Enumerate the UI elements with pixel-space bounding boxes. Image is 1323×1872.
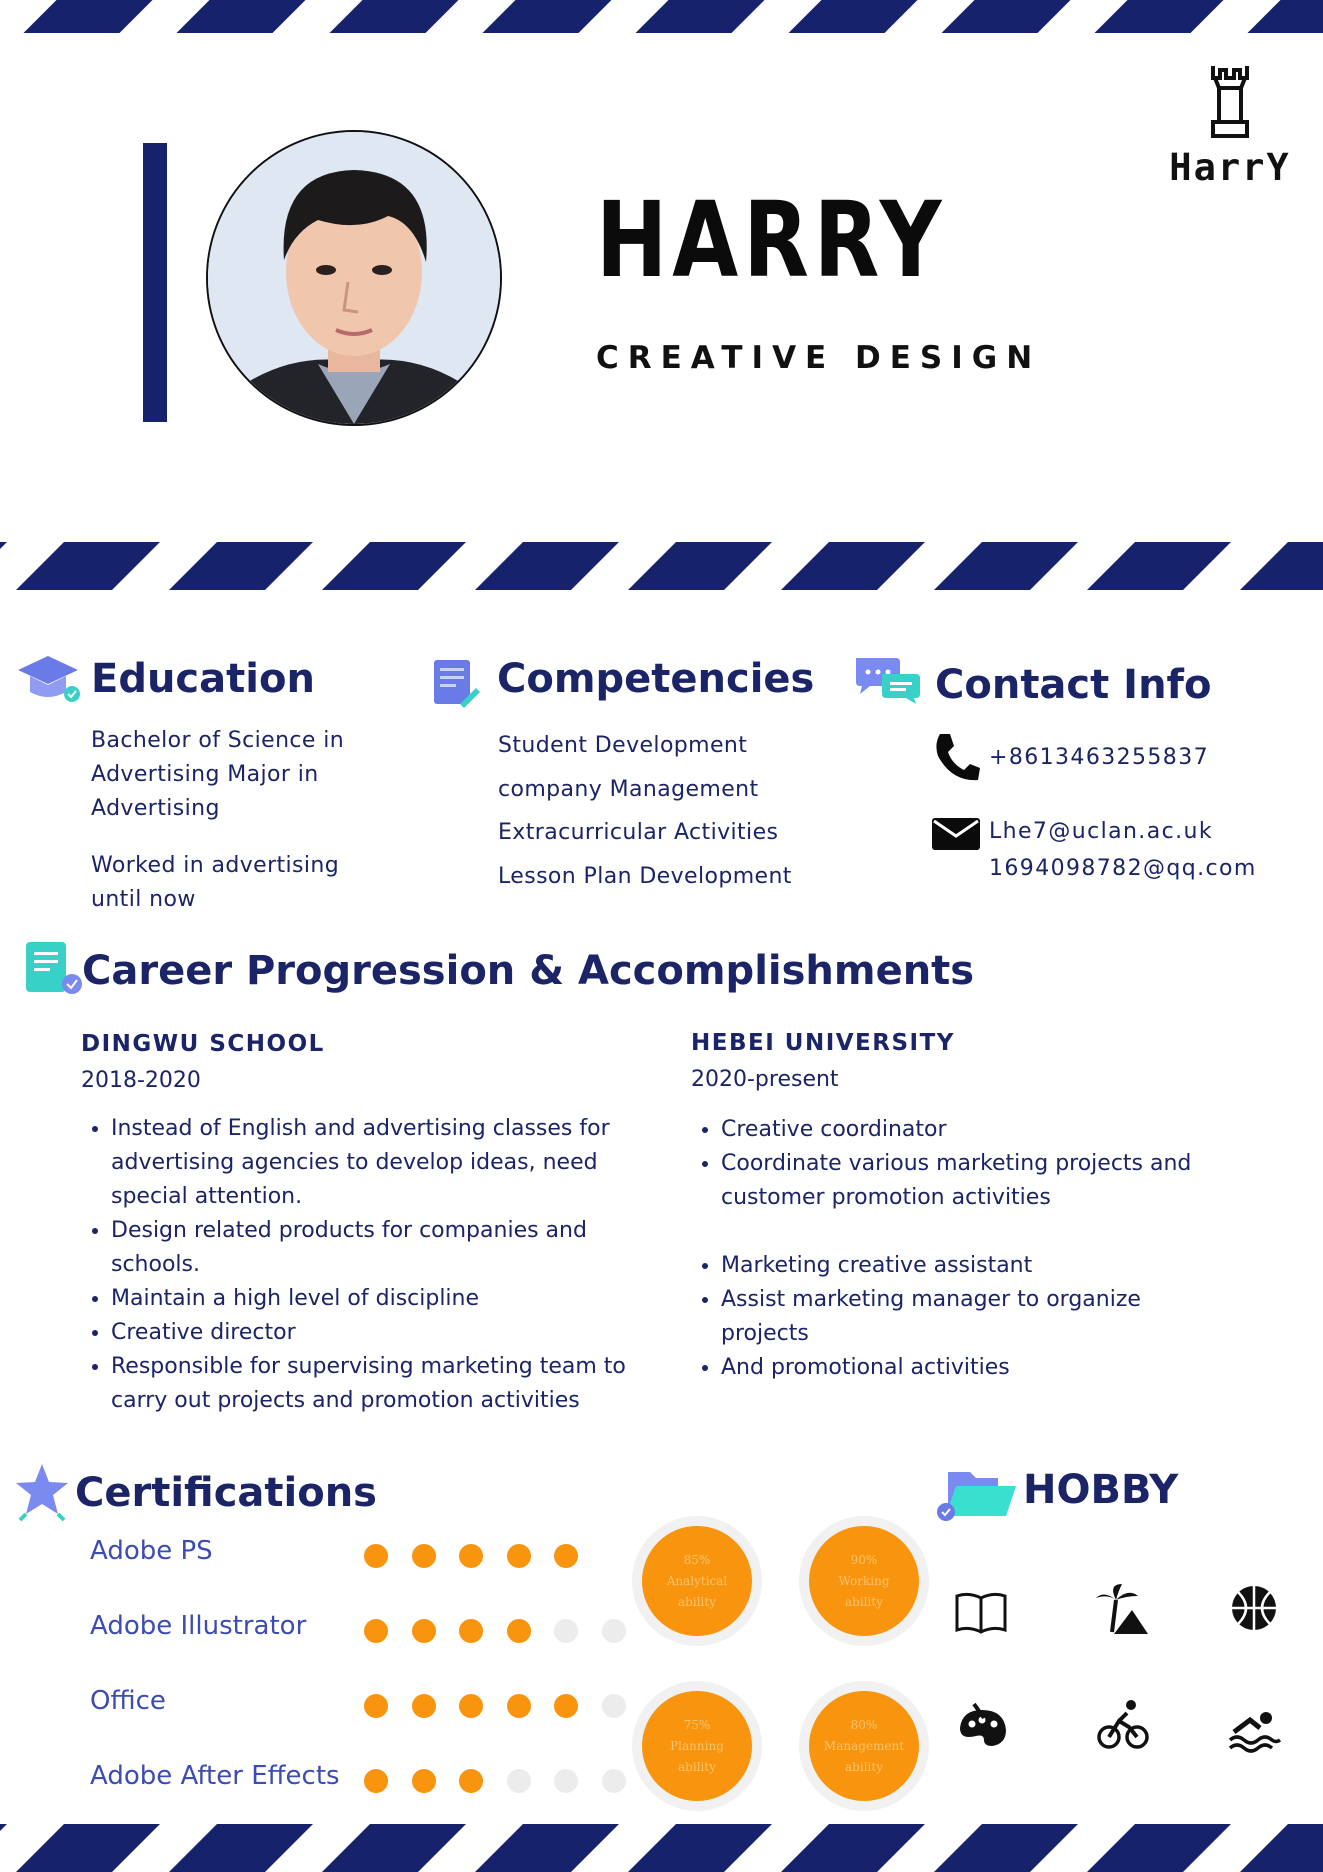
job-title-hebei: HEBEI UNIVERSITY bbox=[691, 1030, 955, 1056]
ability-circle-management: 80% Management ability bbox=[799, 1681, 929, 1811]
stripe bbox=[475, 542, 619, 590]
list-item: • Maintain a high level of discipline bbox=[111, 1282, 651, 1316]
rating-dot-filled bbox=[554, 1544, 578, 1568]
stripe bbox=[789, 0, 918, 33]
list-item: • Creative coordinator bbox=[721, 1113, 1281, 1147]
stripe bbox=[628, 542, 772, 590]
education-title: Education bbox=[91, 656, 315, 702]
stripe bbox=[1087, 1824, 1231, 1872]
stripe bbox=[781, 1824, 925, 1872]
brand-logo bbox=[1160, 62, 1300, 189]
rating-dot-empty bbox=[602, 1694, 626, 1718]
stripe bbox=[636, 0, 765, 33]
ability-circle-analytical: 85% Analytical ability bbox=[632, 1516, 762, 1646]
contact-email-primary: Lhe7@uclan.ac.uk bbox=[989, 819, 1213, 844]
beach-palm-icon bbox=[1094, 1582, 1150, 1638]
cert-label: Adobe Illustrator bbox=[90, 1611, 307, 1641]
stripe bbox=[781, 542, 925, 590]
education-degree: Bachelor of Science in Advertising Major in Advertising bbox=[91, 728, 345, 821]
bottom-stripe-band bbox=[0, 1824, 1323, 1872]
stripe bbox=[169, 1824, 313, 1872]
list-item: • Design related products for companies and schools. bbox=[111, 1214, 651, 1282]
competency-item: company Management bbox=[498, 776, 759, 802]
top-stripe-band bbox=[0, 0, 1323, 33]
rating-dot-filled bbox=[364, 1694, 388, 1718]
clipboard-icon bbox=[430, 656, 482, 708]
ability-circle-planning: 75% Planning ability bbox=[632, 1681, 762, 1811]
competency-item: Lesson Plan Development bbox=[498, 863, 792, 889]
career-title: Career Progression & Accomplishments bbox=[82, 948, 975, 994]
competency-item: Student Development bbox=[498, 733, 748, 758]
basketball-icon bbox=[1226, 1580, 1282, 1636]
middle-stripe-band bbox=[0, 542, 1323, 590]
rating-dot-filled bbox=[507, 1619, 531, 1643]
graduation-cap-icon bbox=[16, 652, 82, 704]
chat-bubbles-icon bbox=[852, 654, 922, 704]
stripe bbox=[1240, 542, 1323, 590]
stripe bbox=[16, 542, 160, 590]
rating-dot-empty bbox=[554, 1769, 578, 1793]
certifications-title: Certifications bbox=[75, 1470, 377, 1516]
rating-dot-filled bbox=[507, 1694, 531, 1718]
rating-dot-filled bbox=[364, 1544, 388, 1568]
stripe bbox=[16, 1824, 160, 1872]
profile-photo bbox=[206, 130, 502, 426]
painting-palette-icon bbox=[954, 1700, 1010, 1756]
swimming-icon bbox=[1226, 1700, 1282, 1756]
competencies-title: Competencies bbox=[497, 656, 815, 702]
job-bullets-hebei-b bbox=[691, 1249, 1221, 1385]
phone-icon bbox=[932, 730, 980, 782]
header-accent-bar bbox=[143, 143, 167, 422]
cert-row-ps bbox=[90, 1536, 630, 1576]
stripe bbox=[934, 542, 1078, 590]
job-years-dingwu: 2018-2020 bbox=[81, 1068, 201, 1093]
education-work: Worked in advertising until now bbox=[91, 853, 340, 912]
cert-row-after-effects bbox=[90, 1761, 630, 1801]
folder-icon bbox=[934, 1466, 1016, 1522]
stripe bbox=[330, 0, 459, 33]
stripe bbox=[483, 0, 612, 33]
hobby-title: HOBBY bbox=[1023, 1467, 1179, 1513]
envelope-icon bbox=[932, 818, 980, 850]
rating-dot-filled bbox=[412, 1619, 436, 1643]
competency-item: Extracurricular Activities bbox=[498, 820, 779, 845]
rating-dot-filled bbox=[412, 1769, 436, 1793]
stripe bbox=[1248, 0, 1323, 33]
job-bullets-dingwu bbox=[81, 1112, 651, 1418]
list-item: • Assist marketing manager to organize projects bbox=[721, 1283, 1221, 1351]
rating-dot-filled bbox=[459, 1769, 483, 1793]
ability-circle-working: 90% Working ability bbox=[799, 1516, 929, 1646]
rating-dot-filled bbox=[459, 1544, 483, 1568]
contact-phone: +8613463255837 bbox=[989, 745, 1209, 770]
cert-label: Office bbox=[90, 1686, 166, 1716]
cert-label: Adobe PS bbox=[90, 1536, 213, 1566]
cert-row-office bbox=[90, 1686, 630, 1726]
book-icon bbox=[953, 1584, 1009, 1640]
list-item: • Responsible for supervising marketing team to carry out projects and promotion activities bbox=[111, 1350, 651, 1418]
document-certificate-icon bbox=[22, 940, 84, 996]
competencies-list bbox=[498, 724, 792, 898]
list-item: • Creative director bbox=[111, 1316, 651, 1350]
stripe bbox=[934, 1824, 1078, 1872]
stripe bbox=[169, 542, 313, 590]
stripe bbox=[1087, 542, 1231, 590]
stripe bbox=[322, 542, 466, 590]
stripe bbox=[1240, 1824, 1323, 1872]
rating-dot-empty bbox=[507, 1769, 531, 1793]
stripe bbox=[628, 1824, 772, 1872]
contact-title: Contact Info bbox=[935, 662, 1212, 708]
rating-dot-empty bbox=[602, 1619, 626, 1643]
contact-email-secondary: 1694098782@qq.com bbox=[989, 856, 1257, 881]
rating-dot-filled bbox=[554, 1694, 578, 1718]
stripe bbox=[0, 542, 7, 590]
stripe bbox=[1095, 0, 1224, 33]
stripe bbox=[322, 1824, 466, 1872]
list-item: • Marketing creative assistant bbox=[721, 1249, 1221, 1283]
cert-row-illustrator bbox=[90, 1611, 630, 1651]
rating-dot-filled bbox=[412, 1694, 436, 1718]
job-subtitle: CREATIVE DESIGN bbox=[596, 340, 1042, 376]
cert-label: Adobe After Effects bbox=[90, 1761, 340, 1791]
job-title-dingwu: DINGWU SCHOOL bbox=[81, 1031, 325, 1057]
rating-dot-filled bbox=[459, 1619, 483, 1643]
stripe bbox=[475, 1824, 619, 1872]
list-item: • And promotional activities bbox=[721, 1351, 1221, 1385]
rating-dot-empty bbox=[602, 1769, 626, 1793]
stripe bbox=[942, 0, 1071, 33]
cycling-icon bbox=[1095, 1697, 1151, 1753]
stripe bbox=[177, 0, 306, 33]
logo-text: HarrY bbox=[1169, 146, 1291, 189]
rating-dot-filled bbox=[412, 1544, 436, 1568]
rating-dot-filled bbox=[459, 1694, 483, 1718]
job-years-hebei: 2020-present bbox=[691, 1067, 839, 1092]
stripe bbox=[24, 0, 153, 33]
list-item: • Instead of English and advertising classes for advertising agencies to develop ideas, need special attention. bbox=[111, 1112, 651, 1214]
rating-dot-filled bbox=[364, 1769, 388, 1793]
list-item: • Coordinate various marketing projects and customer promotion activities bbox=[721, 1147, 1281, 1215]
star-icon bbox=[14, 1462, 70, 1522]
person-name: HARRY bbox=[596, 179, 947, 301]
stripe bbox=[0, 1824, 7, 1872]
rating-dot-empty bbox=[554, 1619, 578, 1643]
rook-icon bbox=[1205, 62, 1255, 142]
rating-dot-filled bbox=[507, 1544, 531, 1568]
rating-dot-filled bbox=[364, 1619, 388, 1643]
job-bullets-hebei-a bbox=[691, 1113, 1281, 1215]
